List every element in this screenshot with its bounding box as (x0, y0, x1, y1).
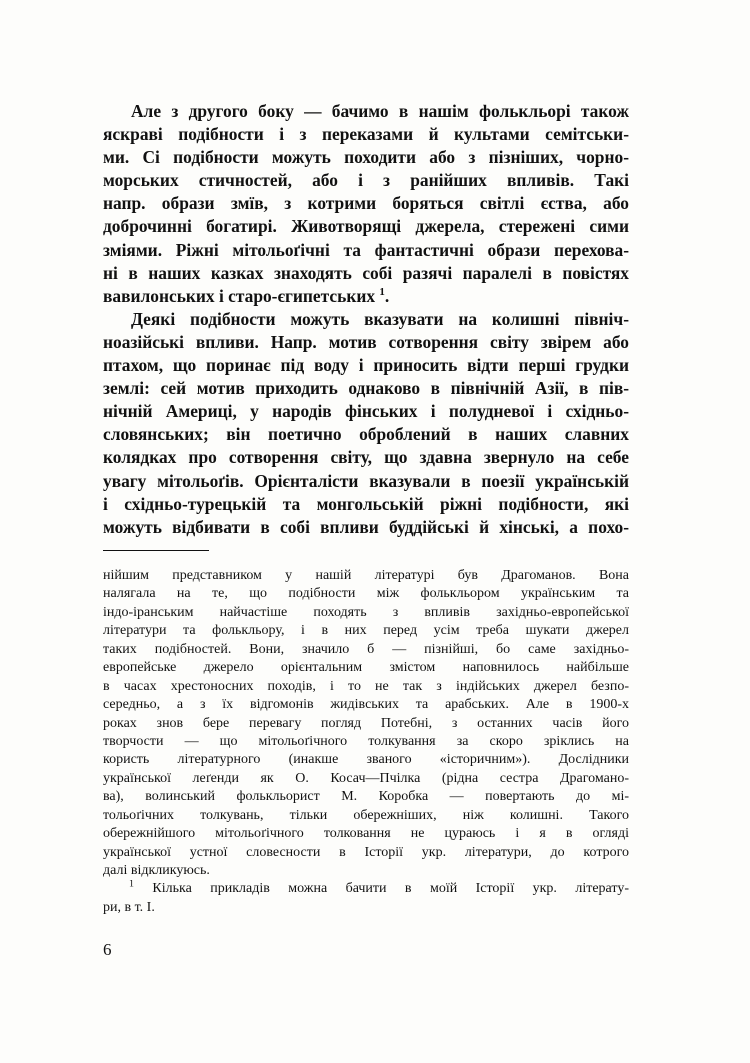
footnote-continuation-line: української леґенди як О. Косач—Пчілка (рідна сестра Драгомано- (103, 770, 629, 786)
paragraph-2-line: птахом, що поринає під воду і приносить відти перші грудки (103, 355, 629, 376)
paragraph-2-line: і східньо-турецькій та монгольській ріжні подібности, які (103, 493, 629, 514)
footnote-continuation-line: тольоґічних толкувань, тільки обережніших, ніж колишні. Такого (103, 807, 629, 823)
paragraph-1-line: зміями. Ріжні мітольоґічні та фантастичні образи перехова- (103, 239, 629, 260)
footnote-1-last-line: ри, в т. І. (103, 899, 155, 915)
footnote-reference: 1 (379, 285, 385, 298)
paragraph-1-line: ні в наших казках знаходять собі разячі паралелі в повістях (103, 262, 629, 283)
footnote-continuation-line: користь літературного (инакше званого «історичним»). Дослідники (103, 752, 629, 768)
footnote-continuation-line: літератури та фолькльору, і в них перед усім треба шукати джерел (103, 623, 629, 639)
footnote-continuation-line: обережнійшого мітольоґічного толковання не цураюсь і я в огляді (103, 826, 629, 842)
footnote-continuation-line: середньо, а з їх відгомонів жидівських та арабських. Але в 1900-х (103, 697, 629, 713)
paragraph-1-line: морських стичностей, або і з ранійших впливів. Такі (103, 170, 629, 191)
main-text (103, 100, 629, 539)
paragraph-1-line: ми. Сі подібности можуть походити або з пізніших, чорно- (103, 147, 629, 168)
footnote-1-text: Кілька прикладів можна бачити в моїй Історії укр. літерату- (152, 881, 629, 897)
footnote-continuation-line: нійшим представником у нашій літературі був Драгоманов. Вона (103, 568, 629, 583)
paragraph-2-line: словянських; він поетично оброблений в наших славних (103, 424, 629, 445)
footnote-continuation-line: европейське джерело орієнтальним змістом наповнилось найбільше (103, 660, 629, 676)
paragraph-1-last-line: вавилонських і старо-єгипетських $^1$. (103, 285, 390, 306)
page-number: 6 (103, 940, 112, 959)
paragraph-1-line: напр. образи змїв, з котрими боряться світлі єства, або (103, 193, 629, 214)
paragraph-2-line: ноазійські впливи. Напр. мотив сотворення світу звірем або (103, 331, 629, 352)
footnote-continuation-line: роках знов бере перевагу погляд Потебні, з останних часів його (103, 715, 629, 731)
paragraph-2-line: можуть відбивати в собі впливи буддійські й хінські, а похо- (103, 516, 629, 537)
paragraph-1-line: Але з другого боку — бачимо в нашім фолькльорі також (131, 101, 629, 121)
footnote-continuation-last-line: далі відкликуюсь. (103, 863, 210, 878)
paragraph-2-line: увагу мітольоґів. Орієнталісти вказували в поезії українській (103, 470, 629, 491)
paragraph-2-line: нічній Америці, у народів фінських і полудневої і східньо- (103, 401, 629, 422)
paragraph-2-line: колядках про сотворення світу, що здавна звернуло на себе (103, 447, 629, 468)
paragraph-1-line: доброчинні богатирі. Животворящі джерела, стережені сими (103, 216, 629, 237)
footnote-continuation-line: ва), волинський фолькльорист М. Коробка — повертають до мі- (103, 789, 629, 805)
footnote-continuation-line: таких подібностей. Вони, значило б — пізнійші, бо саме західньо- (103, 641, 629, 657)
footnote-separator (103, 550, 209, 551)
footnote-continuation-line: в часах хрестоносних походів, і то не так з індійських джерел безпо- (103, 678, 629, 694)
footnotes (103, 567, 629, 917)
paragraph-1-last-line-text: вавилонських і старо-єгипетських (103, 285, 376, 306)
footnote-continuation-line: налягала на те, що подібности між фолькльором українським та (103, 586, 629, 602)
paragraph-2-line: землі: сей мотив приходить однаково в північній Азії, в пів- (103, 378, 629, 399)
paragraph-2-line: Деякі подібности можуть вказувати на колишні північ- (131, 308, 629, 329)
footnote-continuation-line: індо-іранським найчастіше походять з впливів західньо-европейської (103, 604, 629, 620)
footnote-continuation-line: творчости — що мітольоґічного толкування за скоро зріклись на (103, 733, 629, 749)
footnote-continuation-line: української устної словесности в Історії укр. літератури, до котрого (103, 844, 629, 860)
footnote-1-line (103, 880, 629, 898)
footnote-marker: 1 (129, 880, 134, 890)
paragraph-1-line: яскраві подібности і з переказами й культами семітськи- (103, 124, 629, 145)
